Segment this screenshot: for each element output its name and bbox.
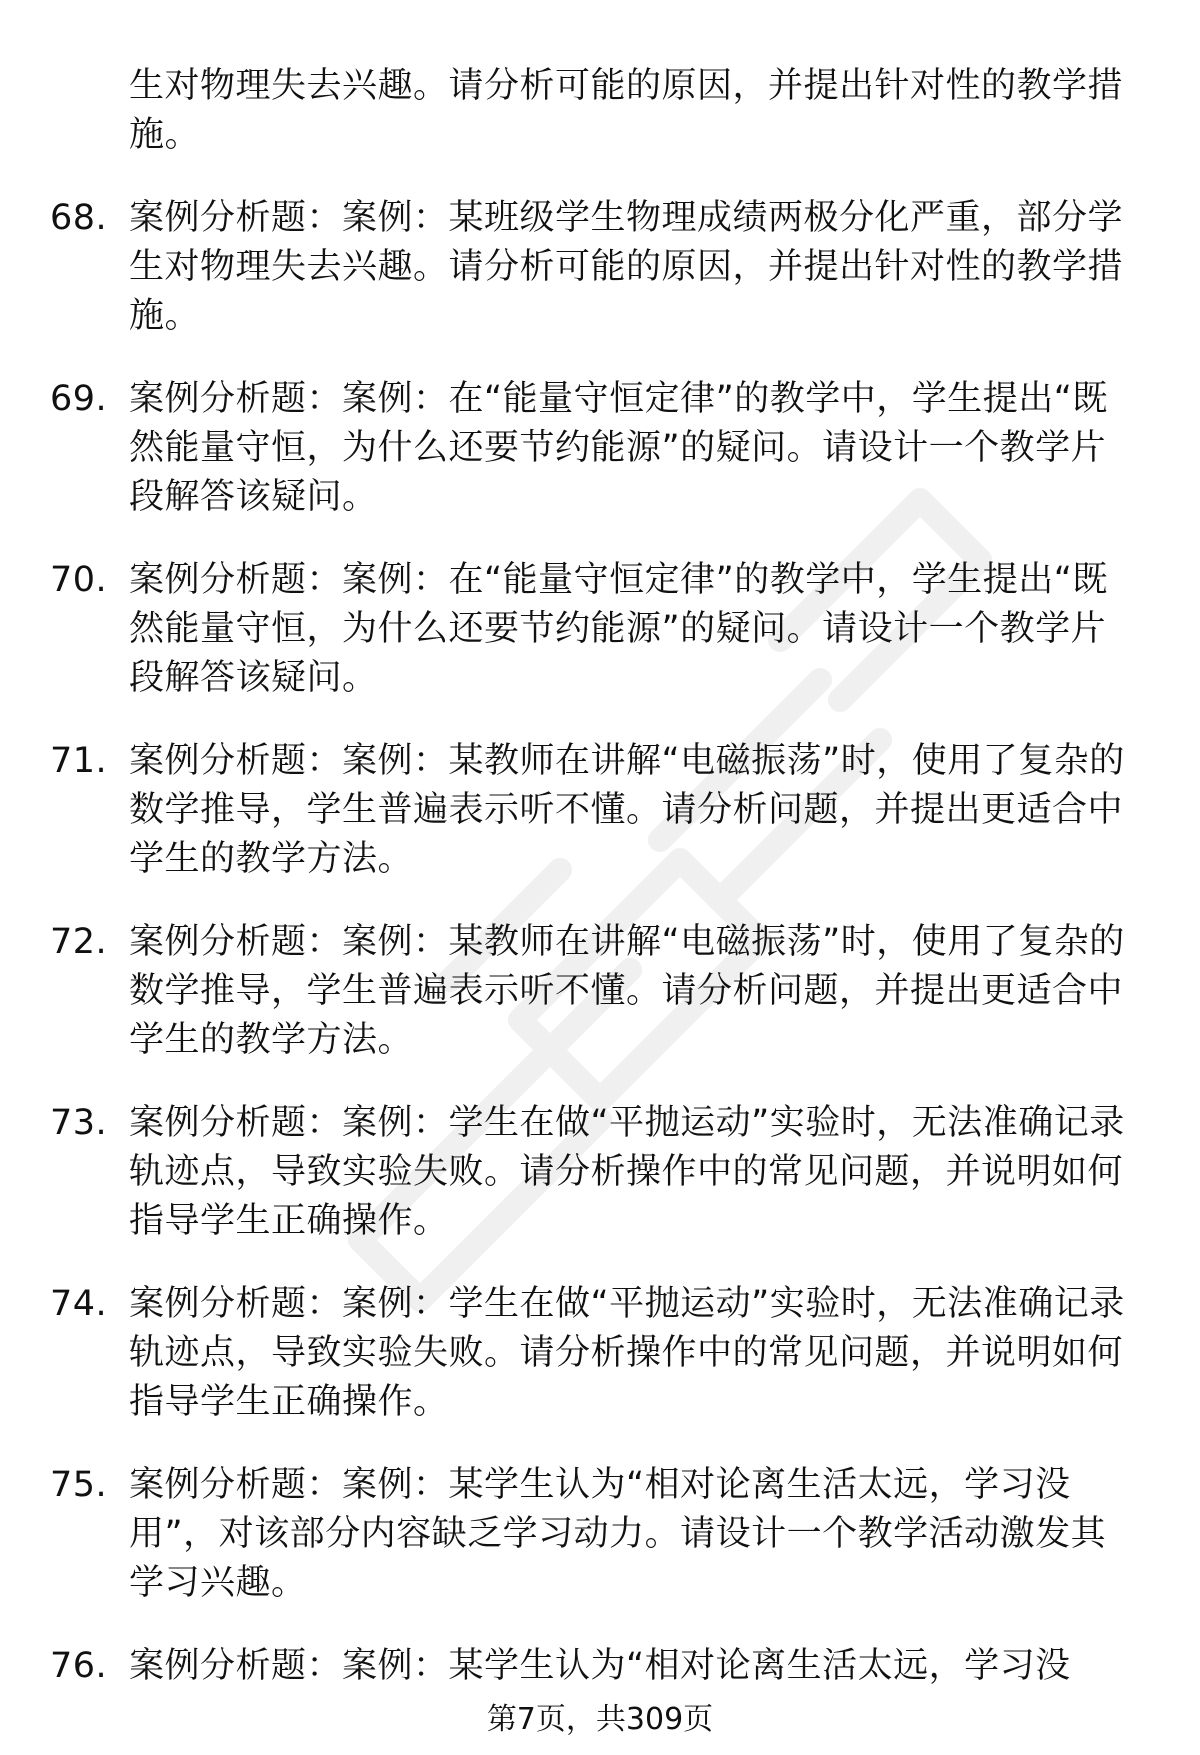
question-text: 案例分析题：案例：某教师在讲解“电磁振荡”时，使用了复杂的数学推导，学生普遍表示听不懂。请分析问题，并提出更适合中学生的教学方法。	[129, 741, 1125, 879]
question-item	[50, 918, 1150, 1065]
question-text: 案例分析题：案例：学生在做“平抛运动”实验时，无法准确记录轨迹点，导致实验失败。请分析操作中的常见问题，并说明如何指导学生正确操作。	[129, 1284, 1125, 1422]
question-number: 70.	[50, 560, 108, 600]
question-number: 75.	[50, 1465, 108, 1505]
question-text: 案例分析题：案例：某学生认为“相对论离生活太远，学习没用”，对该部分内容缺乏学习动力。请设计一个教学活动激发其学习兴趣。	[129, 1465, 1107, 1603]
question-text: 案例分析题：案例：学生在做“平抛运动”实验时，无法准确记录轨迹点，导致实验失败。请分析操作中的常见问题，并说明如何指导学生正确操作。	[129, 1103, 1125, 1241]
question-number: 72.	[50, 922, 108, 962]
page-footer: 第7页，共309页	[486, 1702, 714, 1737]
question-number: 74.	[50, 1284, 108, 1324]
question-text: 案例分析题：案例：在“能量守恒定律”的教学中，学生提出“既然能量守恒，为什么还要节约能源”的疑问。请设计一个教学片段解答该疑问。	[129, 560, 1108, 698]
question-number: 69.	[50, 379, 108, 419]
question-item	[50, 1461, 1150, 1608]
question-number: 73.	[50, 1103, 108, 1143]
question-text: 案例分析题：案例：在“能量守恒定律”的教学中，学生提出“既然能量守恒，为什么还要节约能源”的疑问。请设计一个教学片段解答该疑问。	[129, 379, 1108, 517]
question-item	[50, 1642, 1150, 1691]
question-item	[50, 194, 1150, 341]
question-text: 案例分析题：案例：某学生认为“相对论离生活太远，学习没	[129, 1646, 1071, 1686]
question-item	[50, 375, 1150, 522]
question-text: 案例分析题：案例：某班级学生物理成绩两极分化严重，部分学生对物理失去兴趣。请分析可能的原因，并提出针对性的教学措施。	[129, 198, 1124, 336]
question-number: 76.	[50, 1646, 108, 1686]
continued-question-text: 生对物理失去兴趣。请分析可能的原因，并提出针对性的教学措施。	[129, 66, 1124, 155]
question-number: 68.	[50, 198, 108, 238]
question-text: 案例分析题：案例：某教师在讲解“电磁振荡”时，使用了复杂的数学推导，学生普遍表示听不懂。请分析问题，并提出更适合中学生的教学方法。	[129, 922, 1125, 1060]
question-list	[50, 62, 1150, 1691]
question-item	[50, 737, 1150, 884]
question-item	[50, 556, 1150, 703]
question-item	[50, 1099, 1150, 1246]
question-item	[50, 1280, 1150, 1427]
question-number: 71.	[50, 741, 108, 781]
